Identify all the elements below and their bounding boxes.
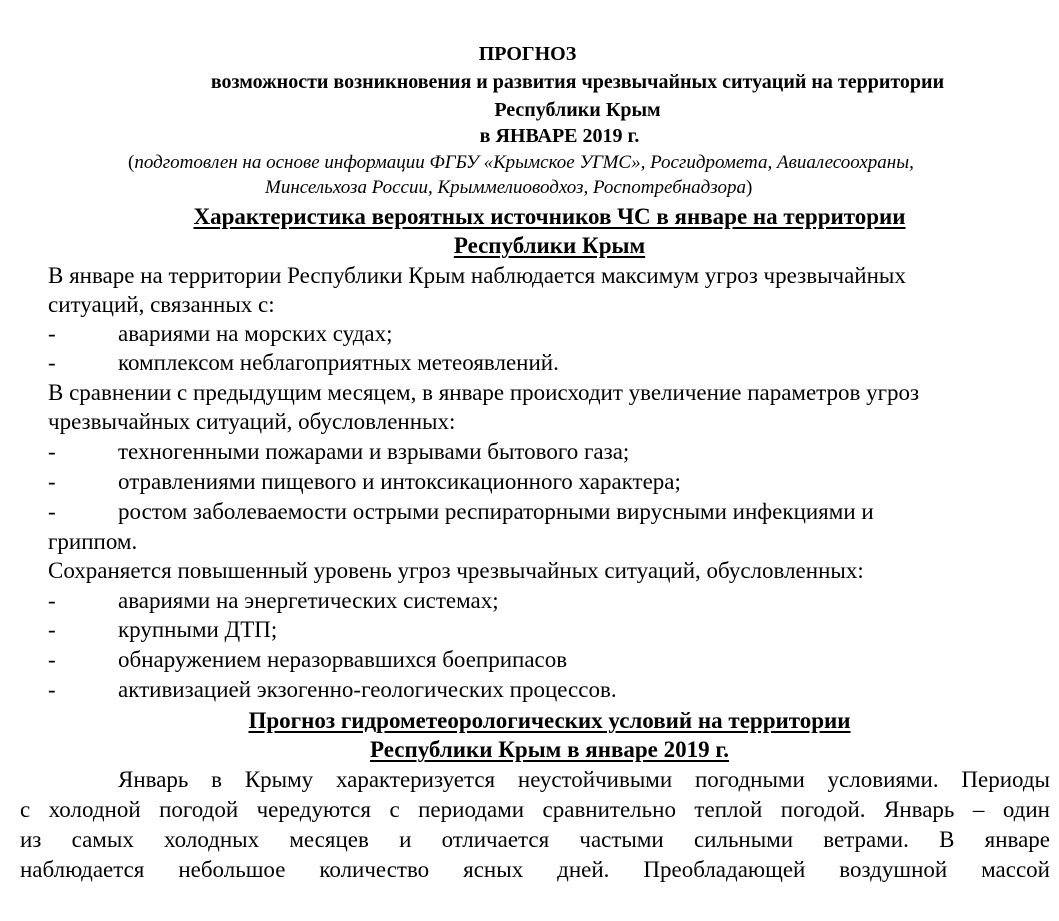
compare-line2: чрезвычайных ситуаций, обусловленных: — [48, 409, 456, 434]
bullet-dash: - — [48, 499, 56, 524]
bullet-dash: - — [48, 469, 56, 494]
paragraph-line: из самых холодных месяцев и отличается частыми сильными ветрами. В январе — [20, 827, 1050, 852]
document-title: ПРОГНОЗ — [478, 43, 577, 65]
document-subtitle-region: Республики Крым — [494, 99, 661, 121]
document-period: в ЯНВАРЕ 2019 г. — [479, 125, 640, 147]
section2-heading-line2: Республики Крым в январе 2019 г. — [370, 737, 729, 762]
bullet-dash: - — [48, 321, 56, 346]
list-continuation: гриппом. — [48, 529, 138, 554]
source-note-line1: (подготовлен на основе информации ФГБУ «Крымское УГМС», Росгидромета, Авиалесоохраны, — [128, 152, 914, 173]
bullet-dash: - — [48, 439, 56, 464]
document-page: ПРОГНОЗ возможности возникновения и развития чрезвычайных ситуаций на территории Республики Крым в ЯНВАРЕ 2019 г. (подготовлен на основе информации ФГБУ «Крымское УГМС», Росгидромета, Авиалесоохраны, Минсельхоза России, Крыммелиоводхоз, Роспотребнадзора) Характеристика вероятных источников ЧС в январе на территории Республики Крым В январе на территории Республики Крым наблюдается максимум угроз чрезвычайных ситуаций, связанных с: - авариями на морских судах; - комплексом неблагоприятных метеоявлений. В сравнении с предыдущим месяцем, в январе происходит увеличение параметров угроз чрезвычайных ситуаций, обусловленных: - техногенными пожарами и взрывами бытового газа; - отравлениями пищевого и интоксикационного характера; - ростом заболеваемости острыми респираторными вирусными инфекциями и гриппом. Сохраняется повышенный уровень угроз чрезвычайных ситуаций, обусловленных: - авариями на энергетических системах; - крупными ДТП; - обнаружением неразорвавшихся боеприпасов - активизацией экзогенно-геологических процессов. Прогноз гидрометеорологических условий на территории Республики Крым в январе 2019 г. Январь в Крыму характеризуется неустойчивыми погодными условиями. Периоды с холодной погодой чередуются с периодами сравнительно теплой погодой. Январь – один из самых холодных месяцев и отличается частыми сильными ветрами. В январе наблюдается небольшое количество ясных дней. Преобладающей воздушной массой — [0, 0, 1059, 921]
source-note-line2: Минсельхоза России, Крыммелиоводхоз, Роспотребнадзора) — [265, 177, 753, 198]
paragraph-line: наблюдается небольшое количество ясных дней. Преобладающей воздушной массой — [20, 857, 1050, 882]
section1-heading-line1: Характеристика вероятных источников ЧС в январе на территории — [193, 204, 906, 229]
paragraph-line: Январь в Крыму характеризуется неустойчивыми погодными условиями. Периоды — [118, 767, 1050, 792]
bullet-dash: - — [48, 647, 56, 672]
bullet-dash: - — [48, 588, 56, 613]
intro-line1: В январе на территории Республики Крым наблюдается максимум угроз чрезвычайных — [48, 263, 906, 288]
persist-line: Сохраняется повышенный уровень угроз чрезвычайных ситуаций, обусловленных: — [48, 558, 864, 583]
bullet-dash: - — [48, 677, 56, 702]
bullet-dash: - — [48, 350, 56, 375]
bullet-dash: - — [48, 617, 56, 642]
section1-heading-line2: Республики Крым — [453, 233, 646, 258]
document-subtitle: возможности возникновения и развития чрезвычайных ситуаций на территории — [210, 71, 945, 93]
intro-line2: ситуаций, связанных с: — [48, 292, 275, 317]
compare-line1: В сравнении с предыдущим месяцем, в январе происходит увеличение параметров угроз — [48, 380, 920, 405]
paragraph-line: с холодной погодой чередуются с периодами сравнительно теплой погодой. Январь – один — [20, 797, 1050, 822]
section2-heading-line1: Прогноз гидрометеорологических условий на территории — [248, 708, 851, 733]
